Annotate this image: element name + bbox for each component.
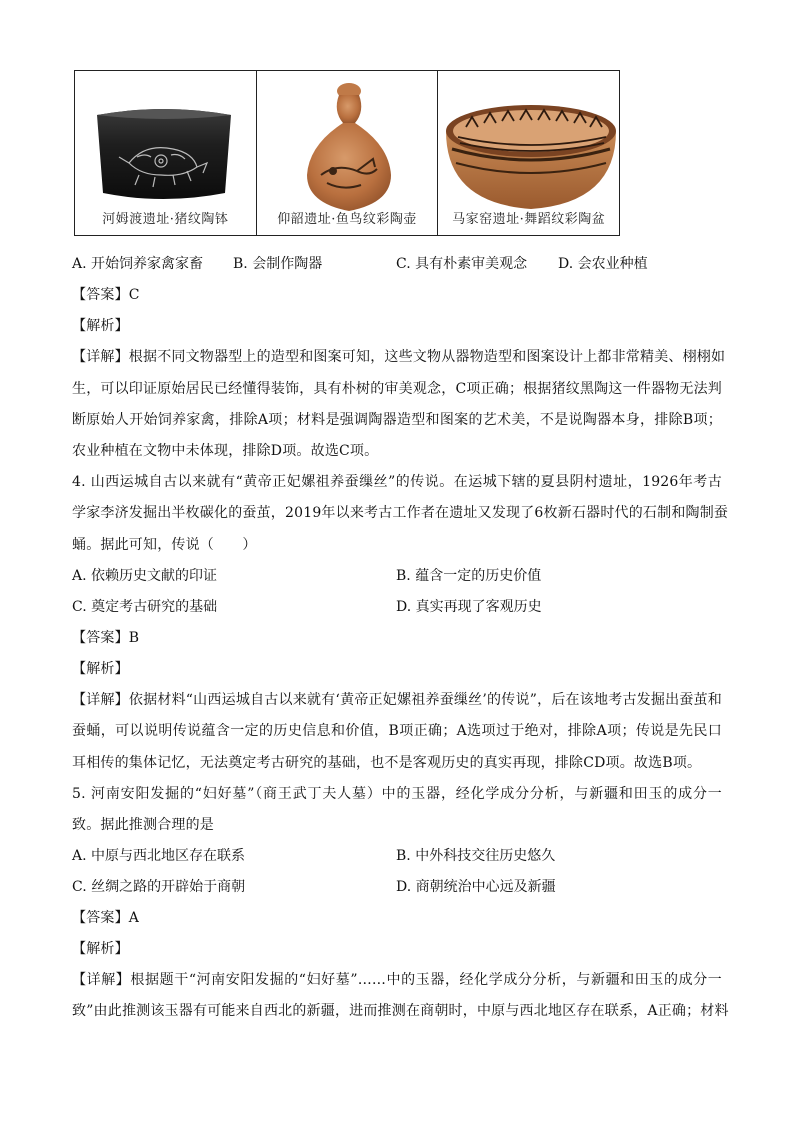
q4-stem-line: 蛹。据此可知，传说（ ） xyxy=(72,537,257,553)
q5-option-d[interactable]: D. 商朝统治中心远及新疆 xyxy=(396,879,556,895)
q4-option-d[interactable]: D. 真实再现了客观历史 xyxy=(396,599,542,615)
q3-option-d[interactable]: D. 会农业种植 xyxy=(558,256,648,272)
q3-option-c[interactable]: C. 具有朴素审美观念 xyxy=(396,256,528,272)
q5-detail-line: 【详解】根据题干“河南安阳发掘的“妇好墓”……中的玉器，经化学成分分析，与新疆和田玉的成分一 xyxy=(72,972,722,988)
figure-caption: 仰韶遗址·鱼鸟纹彩陶壶 xyxy=(277,212,417,227)
q5-answer: 【答案】A xyxy=(72,910,140,926)
q3-detail-line: 【详解】根据不同文物器型上的造型和图案可知，这些文物从器物造型和图案设计上都非常精美、栩栩如 xyxy=(72,349,726,365)
q4-detail-line: 耳相传的集体记忆，无法奠定考古研究的基础，也不是客观历史的真实再现，排除CD项。故选B项。 xyxy=(72,755,702,771)
q5-analysis-heading: 【解析】 xyxy=(72,941,129,957)
q4-option-c[interactable]: C. 奠定考古研究的基础 xyxy=(72,599,218,615)
figure-cell-dance-basin xyxy=(438,71,619,235)
q4-detail-line: 【详解】依据材料“山西运城自古以来就有‘黄帝正妃嫘祖养蚕缫丝’的传说”，后在该地考古发掘出蚕茧和 xyxy=(72,692,722,708)
q3-detail-line: 生，可以印证原始居民已经懂得装饰，具有朴树的审美观念，C项正确；根据猪纹黑陶这一件器物无法判 xyxy=(72,381,722,397)
figure-caption: 河姆渡遗址·猪纹陶钵 xyxy=(102,212,229,227)
q5-stem-line: 致。据此推测合理的是 xyxy=(72,817,214,833)
figure-cell-pig-bowl xyxy=(75,71,257,235)
artifact-image-table xyxy=(74,70,620,236)
q4-answer: 【答案】B xyxy=(72,630,140,646)
q4-stem-line: 4. 山西运城自古以来就有“黄帝正妃嫘祖养蚕缫丝”的传说。在运城下辖的夏县阴村遗址，1926年考古 xyxy=(72,474,722,490)
q4-option-a[interactable]: A. 依赖历史文献的印证 xyxy=(72,568,218,584)
q4-stem-line: 学家李济发掘出半枚碳化的蚕茧，2019年以来考古工作者在遗址又发现了6枚新石器时代的石制和陶制蚕 xyxy=(72,505,729,521)
figure-caption: 马家窑遗址·舞蹈纹彩陶盆 xyxy=(452,212,606,227)
q5-stem-line: 5. 河南安阳发掘的“妇好墓”（商王武丁夫人墓）中的玉器，经化学成分分析，与新疆和田玉的成分一 xyxy=(72,786,722,802)
q3-detail-line: 农业种植在文物中未体现，排除D项。故选C项。 xyxy=(72,443,379,459)
q3-option-a[interactable]: A. 开始饲养家禽家畜 xyxy=(72,256,204,272)
q5-option-b[interactable]: B. 中外科技交往历史悠久 xyxy=(396,848,556,864)
q4-detail-line: 蚕蛹，可以说明传说蕴含一定的历史信息和价值，B项正确；A选项过于绝对，排除A项；传说是先民口 xyxy=(72,723,722,739)
q5-detail-line: 致”由此推测该玉器有可能来自西北的新疆，进而推测在商朝时，中原与西北地区存在联系，A正确；材料 xyxy=(72,1003,729,1019)
q3-option-b[interactable]: B. 会制作陶器 xyxy=(233,256,323,272)
q3-answer: 【答案】C xyxy=(72,287,140,303)
figure-cell-fish-bird-pot xyxy=(257,71,439,235)
q3-detail-line: 断原始人开始饲养家禽，排除A项；材料是强调陶器造型和图案的艺术美，不是说陶器本身，排除B项； xyxy=(72,412,722,428)
q5-option-a[interactable]: A. 中原与西北地区存在联系 xyxy=(72,848,246,864)
q4-option-b[interactable]: B. 蕴含一定的历史价值 xyxy=(396,568,542,584)
q4-analysis-heading: 【解析】 xyxy=(72,661,129,677)
q5-option-c[interactable]: C. 丝绸之路的开辟始于商朝 xyxy=(72,879,246,895)
q3-analysis-heading: 【解析】 xyxy=(72,318,129,334)
